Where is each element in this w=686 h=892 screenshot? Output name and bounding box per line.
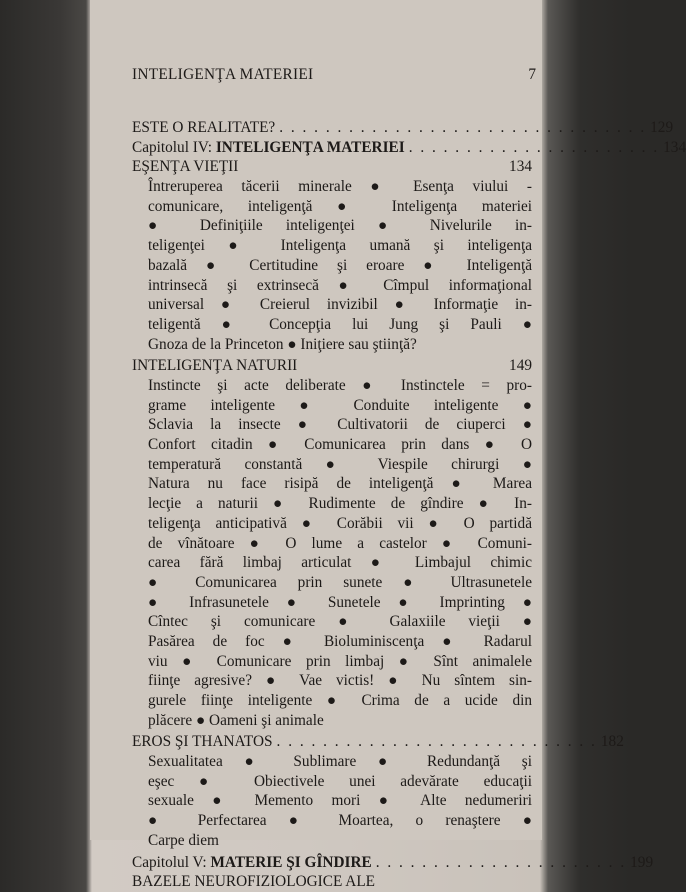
- toc-entry-label: EŞENŢA VIEŢII: [132, 158, 239, 176]
- subtopic-line: fiinţe agresive? ● Vae victis! ● Nu sîntem sin-: [148, 672, 532, 690]
- subtopic-line: Instincte şi acte deliberate ● Instinctele = pro-: [148, 377, 532, 394]
- subtopic-line: sexuale ● Memento mori ● Alte nedumeriri: [148, 792, 532, 810]
- toc-entry-label: EROS ŞI THANATOS: [132, 733, 273, 751]
- toc-entry-page: 149: [509, 357, 532, 375]
- subtopic-line: teligenţei ● Inteligenţa umană şi inteligenţa: [148, 237, 532, 255]
- toc-entry-page: 182: [600, 733, 624, 751]
- subtopic-line: gurele fiinţe inteligente ● Crima de a ucide din: [148, 692, 532, 709]
- subtopic-line: universal ● Creierul invizibil ● Informaţie in-: [148, 296, 532, 314]
- book-page: [90, 0, 686, 891]
- subtopic-line: Natura nu face risipă de inteligenţă ● Marea: [148, 475, 532, 493]
- toc-entry-page: 129: [650, 119, 674, 136]
- subtopic-line: Pasărea de foc ● Bioluminiscenţa ● Radarul: [148, 632, 532, 650]
- toc-entry-inteligenta-naturii: [132, 356, 532, 376]
- subtopic-line: teligentă ● Concepţia lui Jung şi Pauli ●: [148, 315, 532, 333]
- subtopic-line: plăcere ● Oameni şi animale: [148, 711, 324, 729]
- subtopic-line: de vînătoare ● O lume a castelor ● Comuni-: [148, 534, 532, 552]
- running-header: [132, 66, 536, 84]
- subtopic-line: ● Definiţiile inteligenţei ● Nivelurile in-: [148, 217, 532, 235]
- subtopic-line: viu ● Comunicare prin limbaj ● Sînt animalele: [148, 652, 532, 670]
- subtopics-eros-si-thanatos: [132, 752, 532, 850]
- subtopic-line: ● Infrasunetele ● Sunetele ● Imprinting ●: [148, 593, 532, 611]
- toc-entry-label: ESTE O REALITATE?: [132, 119, 276, 136]
- header-title: INTELIGENŢA MATERIEI: [132, 66, 314, 83]
- subtopic-line: Sclavia la insecte ● Cultivatorii de ciuperci ●: [148, 416, 532, 434]
- toc-entry-eros-si-thanatos: [132, 732, 624, 752]
- subtopic-line: Confort citadin ● Comunicarea prin dans ● O: [148, 436, 532, 454]
- subtopic-line: Întreruperea tăcerii minerale ● Esenţa viului -: [148, 178, 532, 196]
- table-of-contents: [132, 118, 686, 892]
- subtopics-esenta-vietii: [132, 177, 532, 354]
- subtopic-line: comunicare, inteligenţă ● Inteligenţa materiei: [148, 197, 532, 215]
- chapter-prefix: Capitolul V:: [132, 853, 211, 871]
- toc-entry-este-o-realitate: [132, 118, 674, 138]
- toc-entry-bazele-neurofiziologice: BAZELE NEUROFIZIOLOGICE ALE: [132, 873, 376, 891]
- subtopic-line: temperatură constantă ● Viespile chirurgi ●: [148, 455, 532, 473]
- toc-entry-label: INTELIGENŢA NATURII: [132, 357, 298, 375]
- toc-entry-page: 199: [630, 853, 654, 871]
- subtopic-line: grame inteligente ● Conduite inteligente ●: [148, 396, 532, 414]
- subtopic-line: ● Comunicarea prin sunete ● Ultrasunetele: [148, 573, 532, 591]
- subtopic-line: ● Perfectarea ● Moartea, o renaştere ●: [148, 812, 532, 830]
- leader-dots: . . . . . . . . . . . . . . . . . . . . . .: [375, 853, 627, 871]
- subtopic-line: Sexualitatea ● Sublimare ● Redundanţă şi: [148, 753, 532, 771]
- subtopic-line: Gnoza de la Princeton ● Iniţiere sau ştiinţă?: [148, 335, 417, 353]
- chapter-prefix: Capitolul IV:: [132, 138, 216, 156]
- leader-dots: . . . . . . . . . . . . . . . . . . . . . .: [408, 138, 660, 156]
- subtopic-line: carea fără limbaj articulat ● Limbajul chimic: [148, 554, 532, 572]
- chapter-title: INTELIGENŢA MATERIEI: [215, 138, 405, 156]
- subtopic-line: Cîntec şi comunicare ● Galaxiile vieţii ●: [148, 613, 532, 631]
- subtopic-line: lecţie a naturii ● Rudimente de gîndire ● In-: [148, 495, 532, 513]
- subtopic-line: bazală ● Certitudine şi eroare ● Inteligenţă: [148, 256, 532, 274]
- subtopic-line: eşec ● Obiectivele unei adevărate educaţii: [148, 772, 532, 790]
- toc-entry-esenta-vietii: [132, 157, 532, 177]
- toc-entry-capitolul-v: [132, 853, 654, 873]
- subtopic-line: Carpe diem: [148, 831, 219, 849]
- subtopic-line: intrinsecă şi extrinsecă ● Cîmpul informaţional: [148, 276, 532, 294]
- toc-entry-capitolul-iv: [132, 138, 686, 158]
- leader-dots: . . . . . . . . . . . . . . . . . . . . . . . . . . . .: [276, 733, 597, 751]
- toc-entry-page: 134: [663, 138, 686, 156]
- chapter-title: MATERIE ŞI GÎNDIRE: [210, 853, 372, 871]
- subtopic-line: teligenţa anticipativă ● Corăbii vii ● O partidă: [148, 514, 532, 532]
- header-page-number: 7: [528, 66, 536, 83]
- leader-dots: . . . . . . . . . . . . . . . . . . . . . . . . . . . . . . . .: [279, 119, 647, 136]
- subtopics-inteligenta-naturii: [132, 376, 532, 730]
- toc-entry-page: 134: [509, 158, 532, 176]
